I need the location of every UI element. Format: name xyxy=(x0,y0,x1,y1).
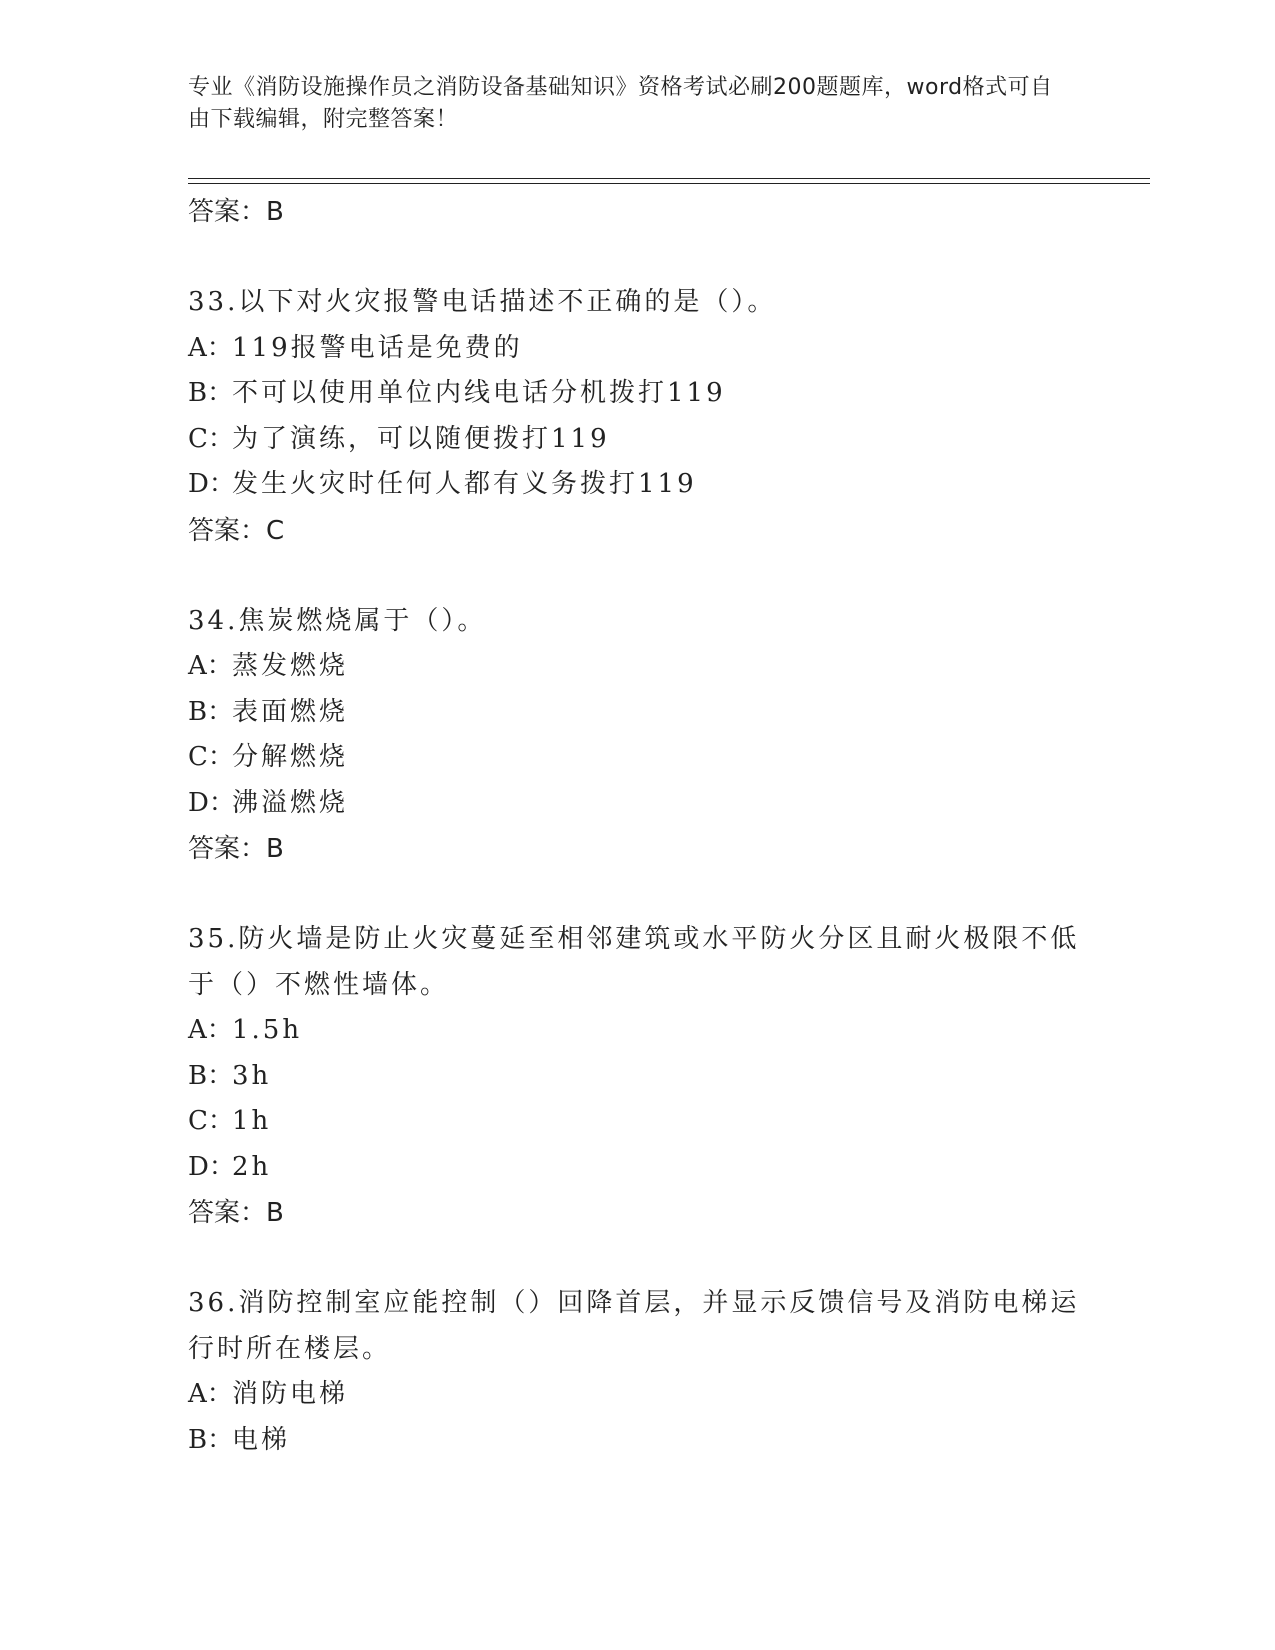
option-letter: B： xyxy=(188,696,234,727)
option-c xyxy=(188,1099,1088,1145)
option-letter: A： xyxy=(188,332,233,363)
option-b xyxy=(188,1418,1088,1464)
option-a xyxy=(188,644,1088,690)
option-text: 分解燃烧 xyxy=(232,742,349,772)
option-text: 电梯 xyxy=(232,1424,291,1455)
answer-line: 答案：B xyxy=(188,1198,284,1228)
answer-line: 答案：B xyxy=(188,834,284,864)
option-letter: C： xyxy=(188,742,234,772)
option-d xyxy=(188,462,1088,508)
option-a xyxy=(188,326,1088,372)
document-header: 专业《消防设施操作员之消防设备基础知识》资格考试必刷200题题库，word格式可自由下载编辑，附完整答案！ xyxy=(188,75,1053,132)
option-letter: B： xyxy=(188,1060,234,1091)
answer-line: 答案：C xyxy=(188,515,285,546)
option-letter: B： xyxy=(188,1424,234,1455)
option-text: 不可以使用单位内线电话分机拨打119 xyxy=(232,378,726,408)
option-text: 为了演练，可以随便拨打119 xyxy=(232,423,610,454)
question-stem: 34.焦炭燃烧属于（）。 xyxy=(188,605,487,636)
option-text: 沸溢燃烧 xyxy=(232,787,349,818)
header-rule-top xyxy=(188,178,1150,179)
option-b xyxy=(188,371,1088,417)
option-a xyxy=(188,1008,1088,1054)
option-letter: A： xyxy=(188,651,233,681)
question-stem: 35.防火墙是防止火灾蔓延至相邻建筑或水平防火分区且耐火极限不低于（）不燃性墙体。 xyxy=(188,924,1080,1000)
answer-line: 答案：B xyxy=(188,197,284,227)
option-d xyxy=(188,781,1088,827)
option-text: 消防电梯 xyxy=(232,1379,349,1409)
option-b xyxy=(188,690,1088,736)
header-rule-bottom xyxy=(188,183,1150,184)
option-letter: D： xyxy=(188,787,235,818)
option-text: 发生火灾时任何人都有义务拨打119 xyxy=(232,469,697,499)
question-stem: 36.消防控制室应能控制（）回降首层，并显示反馈信号及消防电梯运行时所在楼层。 xyxy=(188,1288,1080,1364)
option-text: 1.5h xyxy=(232,1015,303,1045)
option-letter: D： xyxy=(188,469,235,499)
option-c xyxy=(188,735,1088,781)
option-letter: A： xyxy=(188,1015,233,1045)
option-letter: D： xyxy=(188,1151,235,1182)
option-letter: B： xyxy=(188,378,234,408)
question-list xyxy=(188,189,1088,1463)
question-stem: 33.以下对火灾报警电话描述不正确的是（）。 xyxy=(188,287,777,317)
option-a xyxy=(188,1372,1088,1418)
option-b xyxy=(188,1054,1088,1100)
option-c xyxy=(188,417,1088,463)
option-text: 蒸发燃烧 xyxy=(232,651,349,681)
option-letter: C： xyxy=(188,1106,234,1136)
option-text: 表面燃烧 xyxy=(232,696,349,727)
option-text: 2h xyxy=(232,1151,272,1182)
option-text: 119报警电话是免费的 xyxy=(232,332,523,363)
option-text: 1h xyxy=(232,1106,272,1136)
option-text: 3h xyxy=(232,1060,272,1091)
option-letter: C： xyxy=(188,423,234,454)
option-letter: A： xyxy=(188,1379,233,1409)
option-d xyxy=(188,1145,1088,1191)
